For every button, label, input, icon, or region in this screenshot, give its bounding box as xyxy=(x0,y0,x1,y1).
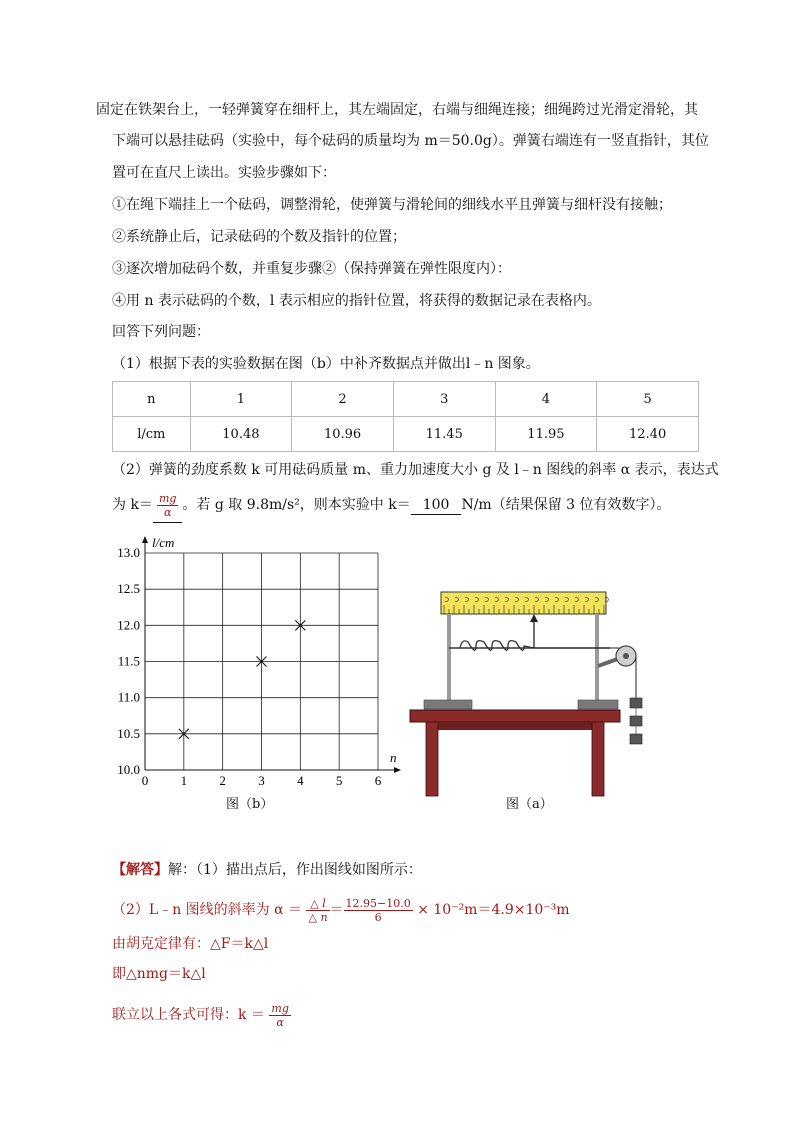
intro-line-2: 下端可以悬挂砝码（实验中，每个砝码的质量均为 m＝50.0g）。弹簧右端连有一竖直指针，其位 xyxy=(112,133,709,149)
table-cell: n xyxy=(113,382,191,417)
weights xyxy=(630,698,642,744)
left-stand-rod xyxy=(447,614,451,704)
y-axis-label: l/cm xyxy=(152,535,175,550)
step-3: ③逐次增加砝码个数，并重复步骤②（保持弹簧在弹性限度内）： xyxy=(112,261,511,277)
slope-denominator: 6 xyxy=(374,910,382,924)
answer-fraction xyxy=(157,492,178,519)
x-tick-label: 1 xyxy=(180,773,188,788)
answer-blank-2: 100 xyxy=(411,496,462,515)
y-tick-label: 13.0 xyxy=(117,545,140,560)
solution-text-1: 解：（1）描出点后，作出图线如图所示： xyxy=(168,862,422,878)
x-tick-label: 5 xyxy=(335,773,343,788)
table-leg-right xyxy=(592,722,604,796)
right-stand-base xyxy=(578,700,618,709)
y-tick-label: 12.0 xyxy=(117,617,140,633)
k-fraction xyxy=(269,1002,290,1029)
question-2-line-2 xyxy=(112,488,671,522)
solution-equals: ＝ xyxy=(329,902,344,918)
q2-post: N/m（结果保留 3 位有效数字）。 xyxy=(461,497,671,513)
q2-pre: 为 k＝ xyxy=(112,497,153,513)
slope-fraction-1 xyxy=(306,897,329,924)
solution-line-5 xyxy=(112,998,291,1032)
slope-delta-n: △ n xyxy=(308,910,328,924)
prompt: 回答下列问题： xyxy=(112,324,210,340)
question-2-line-1: （2）弹簧的劲度系数 k 可用砝码质量 m、重力加速度大小 g 及 l﹣n 图线的斜率 α 表示，表达式 xyxy=(112,462,719,478)
table-cell: 5 xyxy=(597,382,699,417)
x-axis-arrow xyxy=(394,767,401,773)
table-cell: 1 xyxy=(190,382,292,417)
k-denominator: α xyxy=(276,1015,284,1029)
answer-blank-1 xyxy=(153,488,182,523)
right-stand-rod xyxy=(595,614,599,704)
spring xyxy=(460,641,534,651)
table-cell: 10.96 xyxy=(292,417,394,452)
graph-b xyxy=(100,530,410,810)
pointer-arrow xyxy=(530,614,538,622)
solution-line-4: 即△nmg＝k△l xyxy=(112,966,206,982)
table-apron xyxy=(426,722,604,730)
table-cell: 10.48 xyxy=(190,417,292,452)
answer-denominator: α xyxy=(163,505,172,519)
table-cell: 2 xyxy=(292,382,394,417)
ruler xyxy=(441,592,608,614)
solution-slope-prefix: （2）L﹣n 图线的斜率为 α ＝ xyxy=(112,902,303,918)
graph-b-caption: 图（b） xyxy=(226,797,274,812)
table-leg-left xyxy=(426,722,438,796)
y-axis-arrow xyxy=(142,536,148,543)
solution-line-2 xyxy=(112,893,570,927)
table-row xyxy=(113,382,699,417)
table-cell: l/cm xyxy=(113,417,191,452)
step-4: ④用 n 表示砝码的个数，l 表示相应的指针位置，将获得的数据记录在表格内。 xyxy=(112,293,601,309)
x-tick-label: 3 xyxy=(258,773,265,788)
apparatus-diagram xyxy=(404,576,664,798)
solution-tag: 【解答】 xyxy=(112,862,168,878)
solution-slope-result: × 10⁻²m＝4.9×10⁻³m xyxy=(417,902,570,918)
answer-numerator: mg xyxy=(158,491,177,505)
left-stand-base xyxy=(424,700,472,709)
data-table xyxy=(112,381,699,452)
y-tick-label: 12.5 xyxy=(117,581,140,597)
table-cell: 11.45 xyxy=(393,417,495,452)
k-numerator: mg xyxy=(271,1001,289,1015)
solution-k-prefix: 联立以上各式可得：k ＝ xyxy=(112,1007,265,1023)
table-row xyxy=(113,417,699,452)
slope-numerator: 12.95−10.0 xyxy=(345,896,411,910)
table-cell: 12.40 xyxy=(597,417,699,452)
x-tick-label: 6 xyxy=(374,773,382,788)
y-tick-label: 10.5 xyxy=(117,725,140,741)
step-1: ①在绳下端挂上一个砝码，调整滑轮，使弹簧与滑轮间的细线水平且弹簧与细杆没有接触； xyxy=(112,197,672,213)
intro-line-3: 置可在直尺上读出。实验步骤如下： xyxy=(112,165,336,181)
solution-line-1 xyxy=(112,860,422,880)
step-2: ②系统静止后，记录砝码的个数及指针的位置； xyxy=(112,229,406,245)
question-1: （1）根据下表的实验数据在图（b）中补齐数据点并做出l﹣n 图象。 xyxy=(112,356,540,372)
table-cell: 4 xyxy=(495,382,597,417)
x-tick-label: 0 xyxy=(141,773,149,788)
y-tick-label: 10.0 xyxy=(117,762,140,777)
x-tick-label: 2 xyxy=(219,773,226,788)
x-tick-label: 4 xyxy=(297,773,304,788)
x-axis-label: n xyxy=(390,750,397,765)
slope-delta-l: △ l xyxy=(306,897,329,911)
q2-mid: 。若 g 取 9.8m/s²，则本实验中 k＝ xyxy=(182,497,411,513)
intro-line-1: 固定在铁架台上，一轻弹簧穿在细杆上，其左端固定，右端与细绳连接；细绳跨过光滑定滑轮，其 xyxy=(96,102,698,118)
slope-fraction-2 xyxy=(344,897,413,924)
y-tick-label: 11.5 xyxy=(117,653,140,669)
table-cell: 3 xyxy=(393,382,495,417)
apparatus-caption: 图（a） xyxy=(506,797,553,812)
y-tick-label: 11.0 xyxy=(117,689,140,705)
table-top xyxy=(410,710,620,722)
solution-line-3: 由胡克定律有：△F＝k△l xyxy=(112,936,269,952)
table-cell: 11.95 xyxy=(495,417,597,452)
